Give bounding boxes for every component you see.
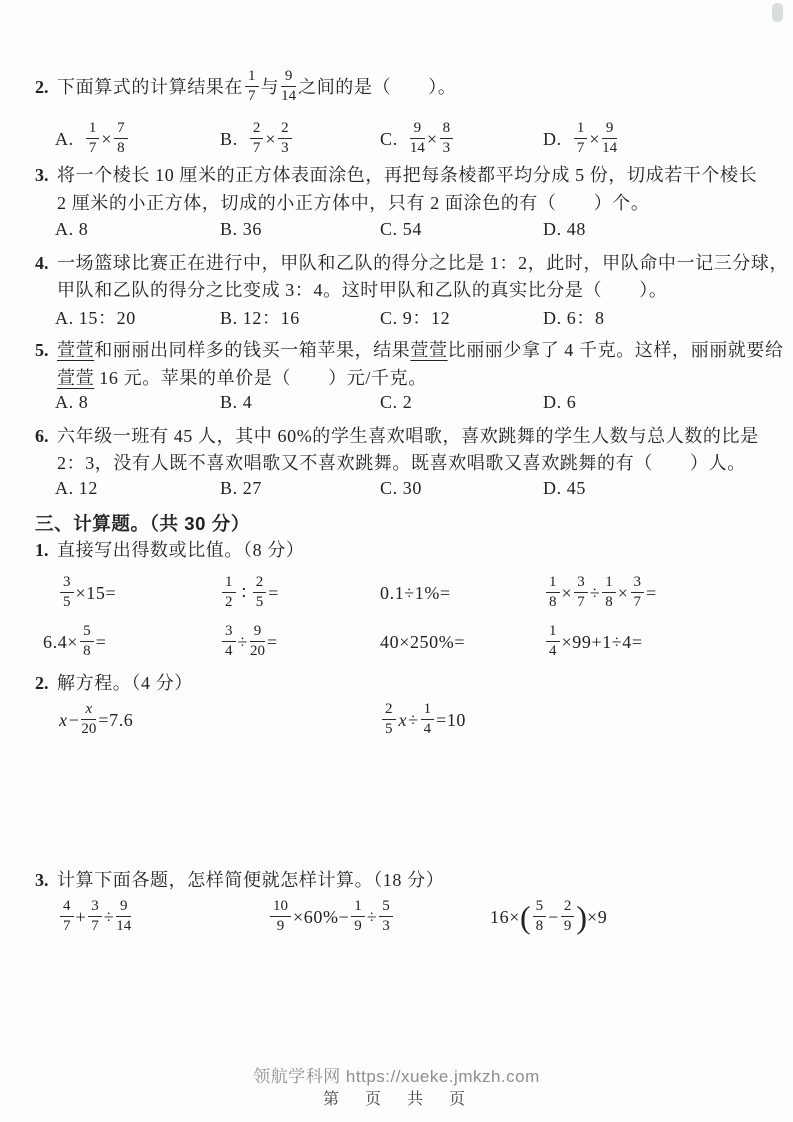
calc-item — [58, 570, 116, 616]
calc-item — [220, 619, 278, 665]
math-token: 萱萱 — [410, 340, 448, 360]
fraction: $\frac{2}{5}$ — [253, 575, 267, 612]
question-5-line2 — [57, 364, 427, 392]
question-number: 5. — [35, 340, 49, 360]
math-token: 与 — [260, 77, 280, 97]
option-b: B. 4 — [220, 392, 253, 412]
question-number: 6. — [35, 426, 49, 446]
option-a: A. 12 — [55, 478, 98, 498]
question-text — [57, 67, 457, 105]
math-token: ÷ — [103, 907, 115, 927]
question-number: 2. — [35, 673, 49, 693]
math-token: ( — [519, 898, 531, 935]
question-text — [57, 340, 784, 360]
calc-q3-label — [35, 866, 444, 894]
calc-item — [43, 619, 106, 665]
math-token: 下面算式的计算结果在 — [57, 77, 243, 97]
question-text — [57, 368, 427, 388]
math-token: 比丽丽少拿了 4 千克。这样，丽丽就要给 — [447, 340, 784, 360]
math-token: × — [617, 583, 629, 603]
option-d: D. 6 — [543, 392, 577, 412]
fraction: $\frac{2}{3}$ — [278, 121, 292, 158]
fraction: $\frac{2}{5}$ — [382, 702, 396, 739]
math-token: =10 — [436, 710, 467, 730]
fraction: $\frac{1}{9}$ — [351, 899, 365, 936]
option-d: D. 6：8 — [543, 308, 605, 328]
fraction: $\frac{1}{7}$ — [86, 121, 100, 158]
question-number: 2. — [35, 77, 49, 97]
fraction: $\frac{3}{7}$ — [574, 575, 588, 612]
math-token: = — [268, 583, 280, 603]
math-token: 6.4× — [43, 632, 79, 652]
equation — [380, 697, 466, 743]
fraction: $\frac{3}{7}$ — [88, 899, 102, 936]
option-d: D. 48 — [543, 219, 586, 239]
option-c — [380, 116, 455, 162]
math-token: D. — [543, 129, 567, 149]
math-token: ×15= — [75, 583, 117, 603]
fraction: $\frac{1}{7}$ — [245, 69, 259, 106]
question-4-line1 — [35, 249, 788, 277]
question-text: 直接写出得数或比值。（8 分） — [57, 540, 305, 560]
fraction: $\frac{7}{8}$ — [114, 121, 128, 158]
question-text: 2：3，没有人既不喜欢唱歌又不喜欢跳舞。既喜欢唱歌又喜欢跳舞的有（ ）人。 — [57, 453, 746, 473]
question-2-stem — [35, 64, 457, 110]
calc-item — [380, 619, 465, 665]
math-token: ÷ — [408, 710, 419, 730]
calc-item — [220, 570, 279, 616]
math-token: =7.6 — [98, 710, 134, 730]
fraction: $\frac{10}{9}$ — [270, 899, 291, 936]
fraction: $\frac{3}{7}$ — [631, 575, 645, 612]
fraction: $\frac{5}{8}$ — [533, 899, 547, 936]
question-text: 将一个棱长 10 厘米的正方体表面涂色，再把每条棱都平均分成 5 份，切成若干个棱长 — [57, 165, 758, 185]
math-token: × — [426, 129, 438, 149]
question-6-line1 — [35, 422, 759, 450]
math-token: C. — [380, 129, 403, 149]
math-token: 16 元。苹果的单价是（ ）元/千克。 — [94, 368, 427, 388]
question-text: 解方程。（4 分） — [57, 673, 193, 693]
option-b: B. 12：16 — [220, 308, 300, 328]
question-3-line1 — [35, 161, 757, 189]
question-text: 六年级一班有 45 人，其中 60%的学生喜欢唱歌，喜欢跳舞的学生人数与总人数的比是 — [57, 426, 759, 446]
math-token: ×99+1÷4= — [561, 632, 643, 652]
math-token: x — [59, 710, 68, 730]
math-token: 萱萱 — [57, 368, 95, 388]
option-c: C. 54 — [380, 219, 423, 239]
fraction: $\frac{9}{20}$ — [249, 622, 265, 660]
fraction: $\frac{1}{7}$ — [574, 121, 588, 158]
option-c: C. 30 — [380, 478, 423, 498]
math-token: + — [75, 907, 87, 927]
option-b — [220, 116, 294, 162]
fraction: $\frac{x}{20}$ — [81, 700, 97, 738]
math-token: ×9 — [587, 907, 608, 927]
math-token: A. — [55, 129, 79, 149]
fraction: $\frac{2}{7}$ — [250, 121, 264, 158]
option-d — [543, 116, 619, 162]
fraction: $\frac{1}{8}$ — [602, 575, 616, 612]
math-token: ÷ — [589, 583, 601, 603]
fraction: $\frac{5}{8}$ — [80, 624, 94, 661]
calc-item — [380, 570, 451, 616]
math-token: ×60%− — [293, 907, 350, 927]
math-token: × — [265, 129, 277, 149]
calc-item — [544, 570, 657, 616]
question-4-line2 — [57, 276, 668, 304]
fraction: $\frac{9}{14}$ — [409, 119, 425, 157]
fraction: $\frac{1}{4}$ — [421, 702, 435, 739]
fraction: $\frac{2}{9}$ — [561, 899, 575, 936]
math-token: 之间的是（ ）。 — [298, 77, 457, 97]
math-token: = — [95, 632, 107, 652]
fraction: $\frac{9}{14}$ — [116, 897, 132, 935]
fraction: $\frac{8}{3}$ — [440, 121, 454, 158]
option-c: C. 2 — [380, 392, 413, 412]
scrollbar-thumb[interactable] — [772, 3, 783, 22]
expression — [268, 892, 395, 942]
question-6-line2 — [57, 449, 746, 477]
math-token: ÷ — [366, 907, 378, 927]
question-text: 一场篮球比赛正在进行中，甲队和乙队的得分之比是 1：2，此时，甲队命中一记三分球， — [57, 253, 789, 273]
option-c: C. 9：12 — [380, 308, 451, 328]
calc-q2-label — [35, 669, 193, 697]
fraction: $\frac{3}{5}$ — [60, 575, 74, 612]
math-token: 0.1÷1%= — [380, 583, 451, 603]
fraction: $\frac{9}{14}$ — [602, 119, 618, 157]
fraction: $\frac{3}{4}$ — [222, 624, 236, 661]
math-token: = — [646, 583, 657, 603]
math-token: 和丽丽出同样多的钱买一箱苹果，结果 — [94, 340, 411, 360]
option-b: B. 36 — [220, 219, 263, 239]
math-token: − — [68, 710, 80, 730]
math-token: ∶ — [241, 583, 247, 603]
question-text: 计算下面各题，怎样简便就怎样计算。（18 分） — [57, 870, 445, 890]
fraction: $\frac{9}{14}$ — [281, 67, 297, 105]
question-number: 3. — [35, 870, 49, 890]
calc-q1-label — [35, 536, 305, 564]
footer-site-url: 领航学科网 https://xueke.jmkzh.com — [253, 1067, 540, 1086]
option-a: A. 15：20 — [55, 308, 136, 328]
math-token: × — [561, 583, 573, 603]
math-token: x — [398, 710, 408, 730]
section-title: 三、计算题。（共 30 分） — [35, 513, 251, 534]
fraction: $\frac{1}{8}$ — [546, 575, 560, 612]
option-d: D. 45 — [543, 478, 586, 498]
math-token: × — [101, 129, 113, 149]
math-token: 萱萱 — [57, 340, 95, 360]
question-number: 1. — [35, 540, 49, 560]
equation — [58, 697, 133, 743]
fraction: $\frac{4}{7}$ — [60, 899, 74, 936]
option-b: B. 27 — [220, 478, 263, 498]
expression — [490, 892, 607, 942]
footer-page-label: 第 页 共 页 — [322, 1091, 470, 1108]
question-5-line1 — [35, 336, 784, 364]
math-token: 16× — [490, 907, 520, 927]
math-token: ) — [576, 898, 588, 935]
question-3-line2 — [57, 189, 650, 217]
math-token: ÷ — [237, 632, 248, 652]
calc-item — [544, 619, 643, 665]
question-text: 2 厘米的小正方体，切成的小正方体中，只有 2 面涂色的有（ ）个。 — [57, 193, 650, 213]
question-number: 3. — [35, 165, 49, 185]
fraction: $\frac{5}{3}$ — [379, 899, 393, 936]
math-token: B. — [220, 129, 243, 149]
math-token: − — [548, 907, 559, 927]
question-text: 甲队和乙队的得分之比变成 3：4。这时甲队和乙队的真实比分是（ ）。 — [57, 280, 668, 300]
option-a: A. 8 — [55, 392, 89, 412]
fraction: $\frac{1}{4}$ — [546, 624, 560, 661]
math-token: = — [266, 632, 278, 652]
question-number: 4. — [35, 253, 49, 273]
fraction: $\frac{1}{2}$ — [222, 575, 236, 612]
option-a — [55, 116, 130, 162]
math-token: × — [589, 129, 601, 149]
math-token: 40×250%= — [380, 632, 466, 652]
option-a: A. 8 — [55, 219, 89, 239]
expression — [58, 892, 133, 942]
